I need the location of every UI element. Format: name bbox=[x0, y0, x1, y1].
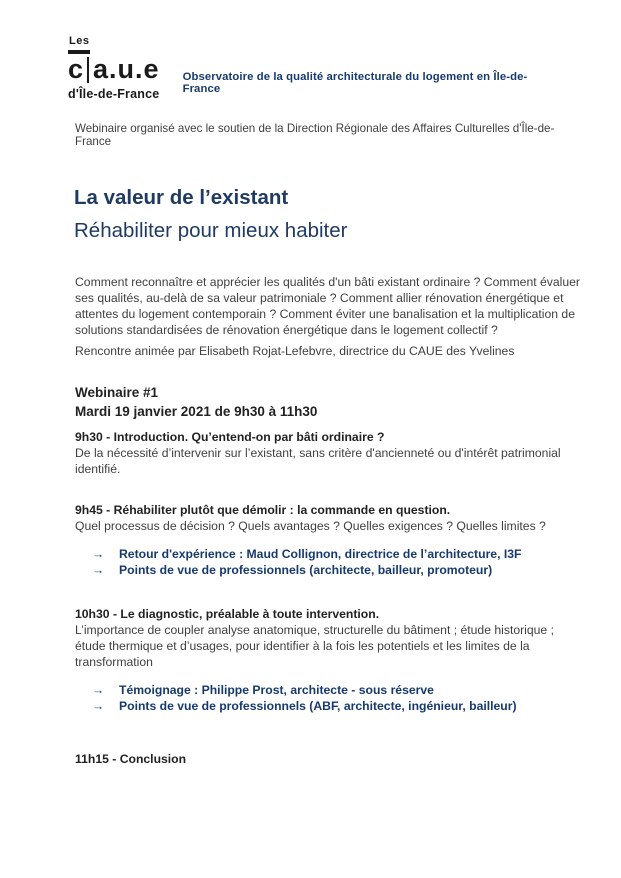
bullet-text: Retour d'expérience : Maud Collignon, directrice de l’architecture, I3F bbox=[119, 547, 522, 561]
bullet-list bbox=[75, 546, 580, 578]
logo-caue-text bbox=[68, 56, 160, 83]
list-item bbox=[92, 546, 580, 562]
logo-c: c bbox=[68, 54, 85, 84]
intro-paragraph: Comment reconnaître et apprécier les qualités d'un bâti existant ordinaire ? Comment évaluer ses qualités, au-delà de sa valeur patrimoniale ? Comment allier rénovation énergétique et attentes du logement contemporain ? Comment éviter une banalisation et la multiplication de solutions standardisées de rénovation énergétique dans le logement collectif ? bbox=[75, 275, 580, 337]
schedule-section-11h15 bbox=[75, 752, 580, 766]
list-item bbox=[92, 562, 580, 578]
bullet-text: Points de vue de professionnels (ABF, architecte, ingénieur, bailleur) bbox=[119, 699, 517, 713]
bullet-text: Points de vue de professionnels (architecte, bailleur, promoteur) bbox=[119, 563, 493, 577]
caue-logo bbox=[68, 36, 160, 101]
webinar-number: Webinaire #1 bbox=[75, 385, 159, 400]
header bbox=[68, 36, 561, 101]
section-heading: 10h30 - Le diagnostic, préalable à toute intervention. bbox=[75, 607, 380, 621]
logo-region-text: d'Île-de-France bbox=[68, 87, 160, 101]
bullet-text: Témoignage : Philippe Prost, architecte - sous réserve bbox=[119, 683, 434, 697]
host-line: Rencontre animée par Elisabeth Rojat-Lefebvre, directrice du CAUE des Yvelines bbox=[75, 344, 515, 358]
section-body: L’importance de coupler analyse anatomique, structurelle du bâtiment ; étude historique ; étude thermique et d’usages, pour identifier à la fois les potentiels et les limites de la transformation bbox=[75, 623, 554, 669]
list-item bbox=[92, 698, 580, 714]
title-block bbox=[74, 186, 561, 243]
arrow-icon: → bbox=[92, 563, 105, 577]
arrow-icon: → bbox=[92, 683, 105, 697]
section-heading: 9h30 - Introduction. Qu’entend-on par bâti ordinaire ? bbox=[75, 430, 385, 444]
observatory-title: Observatoire de la qualité architecturale du logement en Île-de-France bbox=[182, 70, 528, 95]
section-heading: 11h15 - Conclusion bbox=[75, 752, 187, 766]
logo-les-text: Les bbox=[69, 35, 90, 47]
page-title: La valeur de l’existant bbox=[74, 186, 289, 209]
schedule-section-10h30 bbox=[75, 607, 580, 714]
section-body: Quel processus de décision ? Quels avantages ? Quelles exigences ? Quelles limites ? bbox=[75, 519, 546, 533]
webinar-block bbox=[75, 383, 561, 421]
list-item bbox=[92, 682, 580, 698]
arrow-icon: → bbox=[92, 699, 105, 713]
bullet-list bbox=[75, 682, 580, 714]
logo-divider bbox=[87, 57, 89, 83]
section-body: De la nécessité d’intervenir sur l’existant, sans critère d'ancienneté ou d'intérêt patrimonial identifié. bbox=[75, 446, 561, 476]
logo-aue: a.u.e bbox=[93, 54, 160, 84]
arrow-icon: → bbox=[92, 547, 105, 561]
webinar-date: Mardi 19 janvier 2021 de 9h30 à 11h30 bbox=[75, 404, 318, 419]
support-line: Webinaire organisé avec le soutien de la Direction Régionale des Affaires Culturelles d'Île-de-France bbox=[75, 122, 555, 148]
page-subtitle: Réhabiliter pour mieux habiter bbox=[74, 219, 348, 242]
schedule-section-9h30 bbox=[75, 430, 580, 477]
schedule-section-9h45 bbox=[75, 503, 580, 578]
section-heading: 9h45 - Réhabiliter plutôt que démolir : la commande en question. bbox=[75, 503, 451, 517]
schedule bbox=[75, 430, 580, 766]
